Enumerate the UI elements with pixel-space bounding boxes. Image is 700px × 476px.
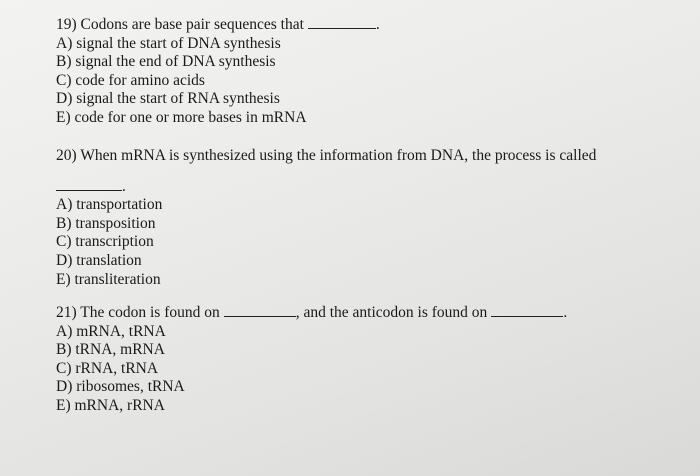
question-19-option-c: C) code for amino acids <box>56 71 205 89</box>
question-20-option-d: D) translation <box>56 251 142 269</box>
question-19-option-b: B) signal the end of DNA synthesis <box>56 53 276 71</box>
question-20-option-b: B) transposition <box>56 214 156 232</box>
question-19-option-e: E) code for one or more bases in mRNA <box>56 108 307 126</box>
question-19-stem <box>56 14 380 35</box>
question-19-stem-text: 19) Codons are base pair sequences that <box>56 16 304 33</box>
question-19 <box>56 14 380 128</box>
question-21-option-d: D) ribosomes, tRNA <box>56 378 185 396</box>
question-20-option-c: C) transcription <box>56 233 154 251</box>
question-19-option-d: D) signal the start of RNA synthesis <box>56 90 280 108</box>
question-21-stem-part1: 21) The codon is found on <box>56 304 220 321</box>
answer-blank <box>308 14 376 29</box>
question-19-stem-end: . <box>375 16 380 33</box>
question-20-stem-end: . <box>122 177 126 195</box>
question-21-stem-end: . <box>563 304 568 321</box>
question-20-option-a: A) transportation <box>56 196 163 214</box>
question-21-option-b: B) tRNA, mRNA <box>56 341 165 359</box>
question-20-stem: 20) When mRNA is synthesized using the information from DNA, the process is called <box>56 147 597 164</box>
question-19-option-a: A) signal the start of DNA synthesis <box>56 34 281 52</box>
answer-blank <box>56 176 122 191</box>
question-20 <box>56 147 596 289</box>
question-21-option-e: E) mRNA, rRNA <box>56 396 165 414</box>
answer-blank-anticodon <box>491 302 563 317</box>
question-21-stem <box>56 302 567 323</box>
question-20-option-e: E) transliteration <box>56 270 161 288</box>
answer-blank-codon <box>224 302 296 317</box>
question-20-stem-blank-line <box>56 176 596 197</box>
question-21-stem-part2: , and the anticodon is found on <box>295 304 488 321</box>
question-21-option-c: C) rRNA, tRNA <box>56 359 159 377</box>
question-21 <box>56 302 567 416</box>
question-21-option-a: A) mRNA, tRNA <box>56 322 166 340</box>
